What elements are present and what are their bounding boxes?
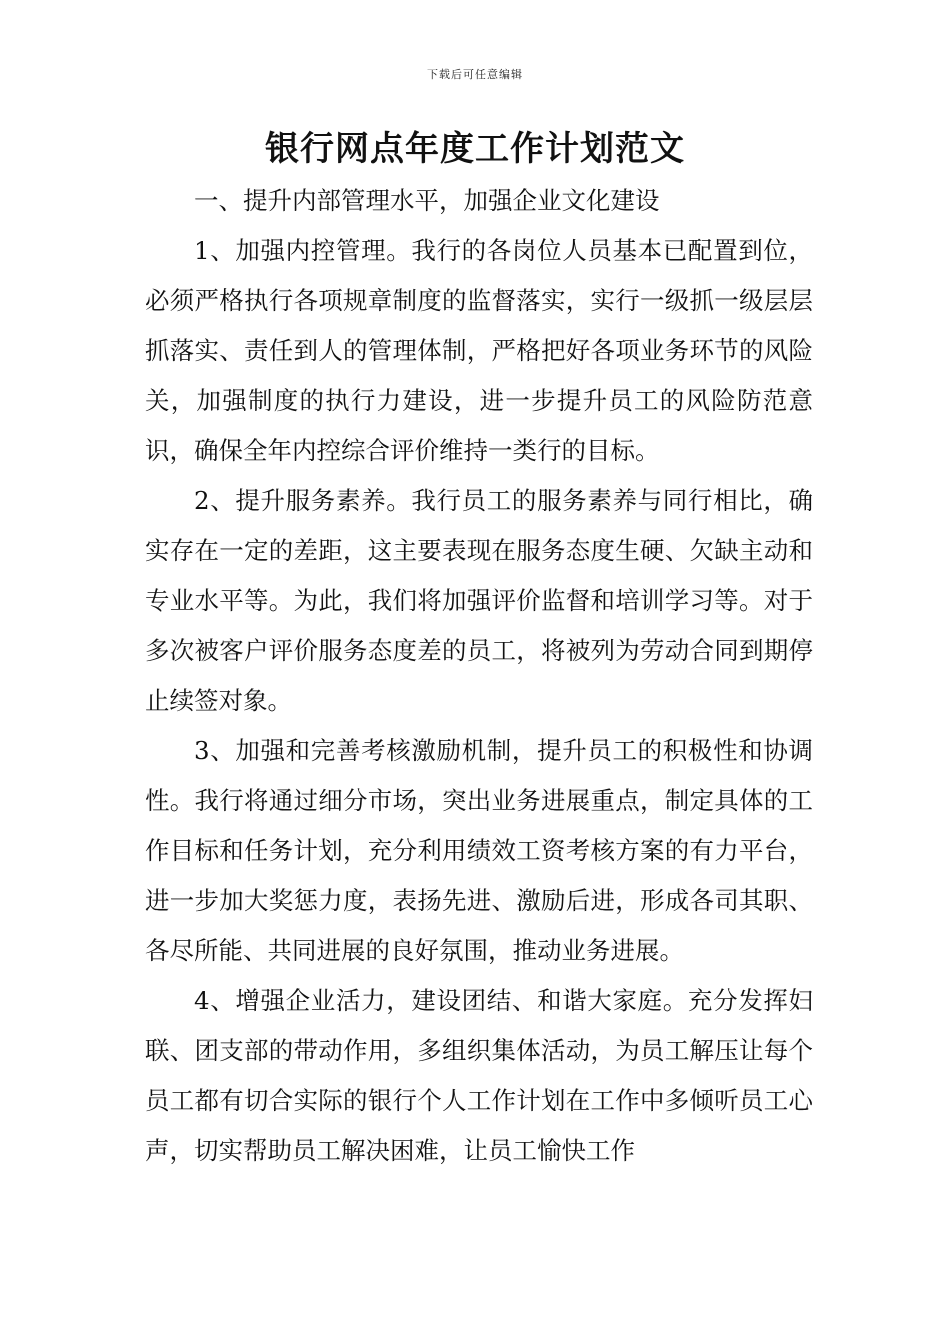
document-title: 银行网点年度工作计划范文 (265, 129, 685, 169)
section-heading: 一、提升内部管理水平，加强企业文化建设 (194, 186, 660, 215)
document-body (145, 176, 813, 1176)
header-note: 下载后可任意编辑 (427, 68, 523, 81)
paragraph-2: 2、提升服务素养。我行员工的服务素养与同行相比，确实存在一定的差距，这主要表现在服务态度生硬、欠缺主动和专业水平等。为此，我们将加强评价监督和培训学习等。对于多次被客户评价服务态度差的员工，将被列为劳动合同到期停止续签对象。 (145, 486, 813, 715)
paragraph-3: 3、加强和完善考核激励机制，提升员工的积极性和协调性。我行将通过细分市场，突出业务进展重点，制定具体的工作目标和任务计划，充分利用绩效工资考核方案的有力平台，进一步加大奖惩力度，表扬先进、激励后进，形成各司其职、各尽所能、共同进展的良好氛围，推动业务进展。 (145, 736, 813, 965)
paragraph-4: 4、增强企业活力，建设团结、和谐大家庭。充分发挥妇联、团支部的带动作用，多组织集体活动，为员工解压让每个员工都有切合实际的银行个人工作计划在工作中多倾听员工心声，切实帮助员工解决困难，让员工愉快工作 (145, 986, 813, 1165)
paragraph-1: 1、加强内控管理。我行的各岗位人员基本已配置到位，必须严格执行各项规章制度的监督落实，实行一级抓一级层层抓落实、责任到人的管理体制，严格把好各项业务环节的风险关，加强制度的执行力建设，进一步提升员工的风险防范意识，确保全年内控综合评价维持一类行的目标。 (145, 236, 813, 465)
